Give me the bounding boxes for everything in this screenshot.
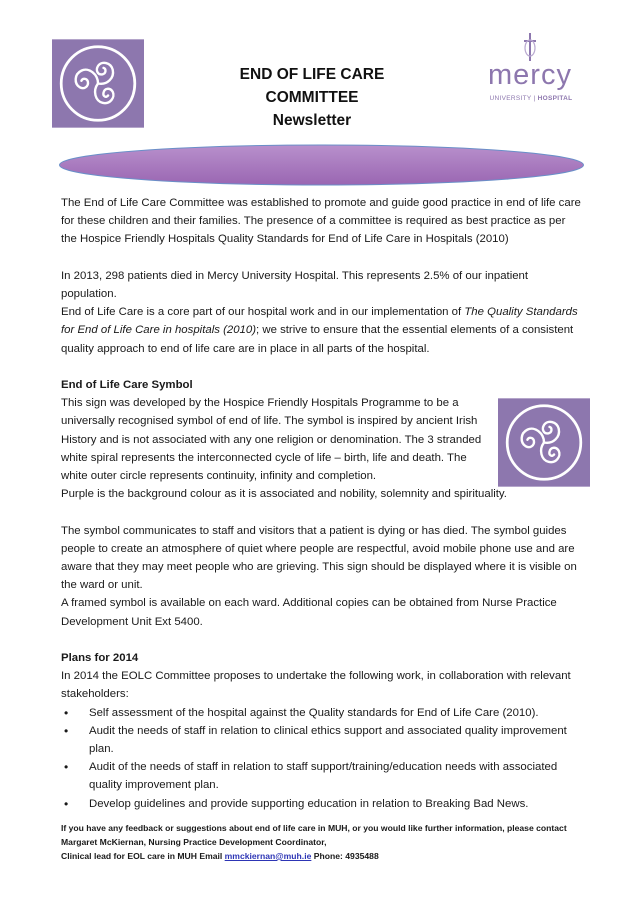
quality-standards-title: The Quality Standards for End of Life Care in hospitals (2010) [61,306,578,337]
newsletter-body [61,194,581,863]
mercy-logo-subtitle-right: HOSPITAL [537,95,573,102]
footer-line-1: If you have any feedback or suggestions about end of life care in MUH, or you would like further information, please contact [61,822,567,833]
plans-list [61,704,581,813]
intro-p3-after: ; we strive to ensure that the essential elements of a consistent quality approach to end of life care are in place in all parts of the hospital. [61,324,574,355]
contact-footer [61,821,581,863]
newsletter-title [196,63,428,132]
mercy-cross-icon [520,32,540,62]
contact-email-link[interactable]: mmckiernan@muh.ie [224,850,312,861]
title-line-1: END OF LIFE CARE [239,66,385,83]
plans-list-item: • Develop guidelines and provide supporting education in relation to Breaking Bad News. [89,795,581,813]
plans-list-item: • Audit of the needs of staff in relation to staff support/training/education needs with associated quality improvement plan. [89,758,581,794]
plans-list-item: • Audit the needs of staff in relation to clinical ethics support and associated quality improvement plan. [89,722,581,758]
symbol-paragraph-3: The symbol communicates to staff and visitors that a patient is dying or has died. The symbol guides people to create an atmosphere of quiet where people are respectful, avoid mobile phone use and are aware that they may meet people who are grieving. This sign should be displayed where it is visible on the ward or unit. [61,524,577,592]
mercy-hospital-logo [482,32,578,112]
plans-intro: In 2014 the EOLC Committee proposes to undertake the following work, in collaboration with relevant stakeholders: [61,670,571,701]
title-line-3: Newsletter [272,112,352,129]
plans-list-item: • Self assessment of the hospital against the Quality standards for End of Life Care (2010). [89,704,581,722]
footer-line-2: Margaret McKiernan, Nursing Practice Development Coordinator, [61,836,327,847]
symbol-paragraph-4: A framed symbol is available on each ward. Additional copies can be obtained from Nurse Practice Development Unit Ext 5400. [61,597,557,628]
symbol-heading: End of Life Care Symbol [61,379,193,391]
symbol-section [61,376,581,631]
intro-paragraph-1: The End of Life Care Committee was established to promote and guide good practice in end of life care for these children and their families. The presence of a committee is required as best practice as per the Hospice Friendly Hospitals Quality Standards for End of Life Care in Hospitals (2010) [61,197,581,246]
triskele-symbol-icon [498,398,590,487]
footer-line-3 [61,849,581,863]
footer-line-3-before: Clinical lead for EOL care in MUH Email [61,850,225,861]
header-banner [58,143,585,187]
symbol-paragraph-1: This sign was developed by the Hospice Friendly Hospitals Programme to be a universally recognised symbol of end of life. The symbol is inspired by ancient Irish History and is not associated with any one religion or denomination. The 3 stranded white spiral represents the interconnected cycle of life – birth, life and death. The white outer circle represents continuity, infinity and completion. [61,397,482,483]
footer-phone: Phone: 4935488 [311,850,379,861]
title-line-2: COMMITTEE [265,89,359,106]
plans-heading: Plans for 2014 [61,652,139,665]
mercy-logo-subtitle-left: UNIVERSITY [489,95,532,102]
triskele-symbol-icon [52,39,144,128]
mercy-logo-subtitle: UNIVERSITY | HOSPITAL [489,95,573,102]
intro-p3-before: End of Life Care is a core part of our hospital work and in our implementation of [61,306,465,319]
mercy-logo-name: mercy [488,59,572,91]
symbol-paragraph-2: Purple is the background colour as it is associated and nobility, solemnity and spirituality. [61,488,507,501]
intro-paragraph-3 [61,303,581,358]
intro-paragraph-2: In 2013, 298 patients died in Mercy University Hospital. This represents 2.5% of our inpatient population. [61,269,529,300]
